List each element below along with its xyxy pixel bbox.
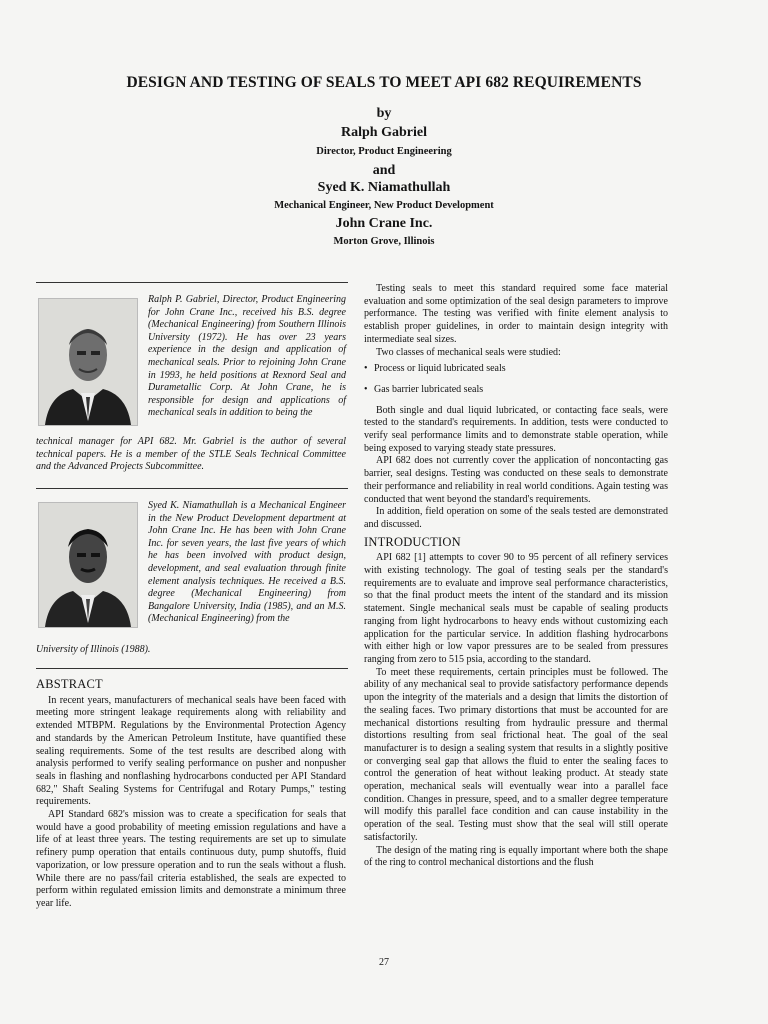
author-photo-gabriel	[38, 298, 138, 426]
intro-paragraph-1: API 682 [1] attempts to cover 90 to 95 percent of all refinery services with existing technology. The goal of testing seals per the standard's requirements are to evaluate and improve seal performance characteristics, so that the final product meets the intent of the standard and its mission statement. Single mechanical seals must be capable of sealing products ranging from light hydrocarbons to heavy ends without customizing each application for the particular service. In addition flashing hydrocarbons with either high or low vapor pressures are to be sealed from pressures ranging from zero to 515 psia, according to the standard.	[364, 552, 668, 665]
company-location: Morton Grove, Illinois	[333, 236, 435, 247]
byline-and: and	[372, 163, 396, 178]
seal-class-item-1: • Process or liquid lubricated seals	[364, 363, 668, 376]
bio-gabriel-part2: technical manager for API 682. Mr. Gabriel is the author of several technical papers. He is a member of the STLE Seals Technical Committee and the Advanced Projects Subcommittee.	[36, 436, 346, 473]
right-paragraph-5: In addition, field operation on some of the seals tested are demonstrated and discussed.	[364, 506, 668, 530]
introduction-heading: INTRODUCTION	[364, 534, 461, 549]
bio-bottom-rule	[36, 668, 348, 669]
abstract-paragraph-2: API Standard 682's mission was to create a specification for seals that would have a good probability of meeting emission regulations and have a life of at least three years. The testing requirements are set up to simulate refinery pump operation that entails continuous duty, pump shutoffs, fluid vaporization, or low pressure operation and to run the seals without a flush. While there are no pass/fail criteria established, the seals are expected to perform within regulated emission limits and demonstrate a minimum three year life.	[36, 809, 346, 909]
seal-class-item-2: • Gas barrier lubricated seals	[364, 384, 668, 397]
bio-gabriel-part1: Ralph P. Gabriel, Director, Product Engineering for John Crane Inc., received his B.S. degree (Mechanical Engineering) from Southern Illinois University (1972). He has over 23 years experience in the design and application of mechanical seals. Prior to rejoining John Crane in 1993, he held positions at Rexnord Seal and Durametallic Corp. At John Crane, he is responsible for design and applications of mechanical seals in addition to being the	[148, 294, 346, 419]
author-role-1: Director, Product Engineering	[316, 146, 452, 157]
intro-paragraph-2: To meet these requirements, certain principles must be followed. The ability of any mechanical seal to provide satisfactory performance depends upon the integrity of the materials and a design that limits the distortion of the sealing faces. Two primary distortions that must be accounted for are mechanical distortions resulting from hydraulic pressure and thermal distortions resulting from seal frictional heat. The goal of the seal manufacturer is to design a sealing system that results in a slightly positive or converging seal gap that allows the fluid to enter the sealing faces to control the generation of heat without leaking product. At steady state operation, mechanical seals will eventually wear into a parallel face condition. Changes in pressure, speed, and to a smaller degree temperature will modify this parallel face condition and can cause instability in the operation of the seal. Testing must show that the seal will still operate satisfactorily.	[364, 666, 668, 843]
author-name-2: Syed K. Niamathullah	[317, 180, 451, 195]
intro-paragraph-3: The design of the mating ring is equally important where both the shape of the ring to control mechanical distortions and the flush	[364, 844, 668, 869]
author-role-2: Mechanical Engineer, New Product Development	[274, 200, 494, 211]
page-number: 27	[379, 957, 389, 968]
company-name: John Crane Inc.	[335, 216, 433, 231]
abstract-section	[36, 678, 346, 911]
right-paragraph-3: Both single and dual liquid lubricated, or contacting face seals, were tested to the standard's requirements. In addition, tests were conducted to verify seal performance limits and to demonstrate stable operation, while being exposed to varying steady state pressures.	[364, 404, 668, 454]
byline-by: by	[376, 106, 392, 121]
right-column	[364, 283, 668, 870]
right-paragraph-2: Two classes of mechanical seals were studied:	[376, 346, 561, 358]
paper-title: DESIGN AND TESTING OF SEALS TO MEET API 682 REQUIREMENTS	[126, 74, 642, 91]
bio-mid-rule	[36, 488, 348, 489]
author-photo-niamathullah	[38, 502, 138, 628]
abstract-paragraph-1: In recent years, manufacturers of mechanical seals have been faced with meeting more stringent leakage requirements along with reliability and extended MTBPM. Regulations by the Environmental Protection Agency and standards by the American Petroleum Institute, have quantified these sealing requirements. Some of the test results are described along with analysis performed to verify sealing performance on pusher and nonpusher seals in flashing and nonflashing hydrocarbons conducted per API Standard 682," Shaft Sealing Systems for Centrifugal and Rotary Pumps," testing requirements.	[36, 694, 346, 808]
right-paragraph-4: API 682 does not currently cover the application of noncontacting gas barrier, seal designs. Testing was conducted on these seals to demonstrate their performance and reliability in real world conditions. Again testing was conducted that went beyond the standard's requirements.	[364, 455, 668, 505]
bio-niamathullah-part2: University of Illinois (1988).	[36, 644, 151, 655]
bio-niamathullah-part1: Syed K. Niamathullah is a Mechanical Engineer in the New Product Development department at John Crane Inc. He has been with John Crane Inc. for seven years, the last five years of which he has been involved with product design, development, and seal evaluation through finite element analysis techniques. He received a B.S. degree (Mechanical Engineering) from Bangalore University, India (1985), and an M.S. (Mechanical Engineering) from the	[148, 500, 346, 625]
abstract-heading: ABSTRACT	[36, 677, 103, 691]
author-name-1: Ralph Gabriel	[341, 125, 427, 140]
right-paragraph-1: Testing seals to meet this standard required some face material evaluation and some optimization of the seal design parameters to improve performance. The testing was verified with finite element analysis to establish proper guidelines, in order to maintain design integrity with intermediate seal sizes.	[364, 283, 668, 345]
seal-class-list	[364, 363, 668, 396]
bio-top-rule	[36, 282, 348, 283]
